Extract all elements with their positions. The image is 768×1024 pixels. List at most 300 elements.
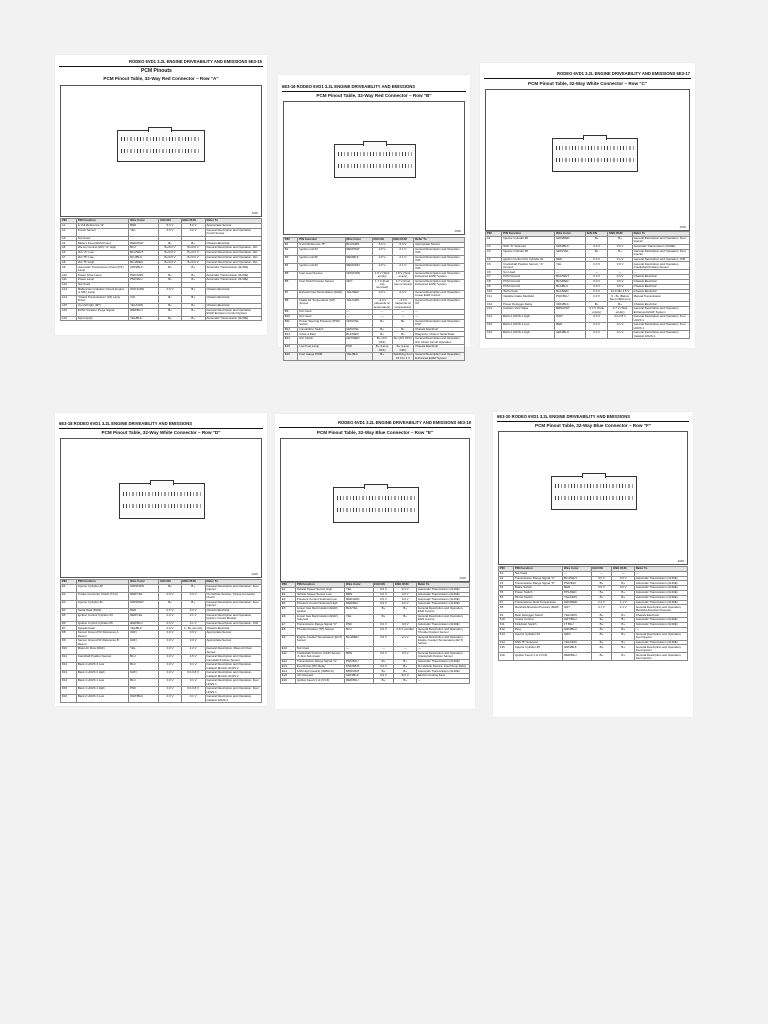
- cell-eng-run: 0.0-0.8 V: [608, 315, 632, 323]
- cell-eng-run: 4.5 V: [181, 655, 205, 663]
- table-row: [486, 307, 690, 315]
- cell-refer-to: Chassis Electrical: [414, 327, 465, 332]
- cell-ign-on: 0.0 V: [372, 247, 392, 255]
- cell-eng-run: 0.0 V: [608, 262, 632, 270]
- table-row: [61, 316, 262, 321]
- cell-function: Linear Gas Recirculation (EGR) Solenoid: [296, 614, 345, 622]
- cell-eng-run: B+/0.0 V: [181, 250, 205, 255]
- table-title: PCM Pinout Table, 32-Way Blue Connector – Row "E": [316, 430, 434, 435]
- cell-pin: B5: [284, 271, 298, 279]
- cell-eng-run: B+: [392, 319, 414, 327]
- cell-wire-color: GRY: [345, 279, 372, 290]
- cell-pin: A16: [61, 308, 77, 316]
- cell-pin: C4: [486, 257, 502, 262]
- cell-function: Cruise Control: [514, 618, 563, 623]
- cell-ign-on: B+: [373, 678, 394, 683]
- cell-eng-run: B+: [392, 332, 414, 337]
- cell-ign-on: 0.0 V: [159, 592, 181, 600]
- cell-wire-color: WHT/GRN: [129, 287, 159, 295]
- cell-pin: E13: [281, 664, 296, 669]
- cell-refer-to: General Description and Operation, Fuel Injector: [635, 653, 688, 661]
- table-row: [61, 287, 262, 295]
- cell-pin: F5: [499, 590, 514, 595]
- cell-ign-on: 0.0 V: [373, 622, 394, 627]
- cell-wire-color: BLU: [129, 663, 159, 671]
- cell-pin: F10: [499, 618, 514, 623]
- cell-refer-to: Chassis Electrical: [205, 287, 261, 295]
- cell-pin: F3: [499, 581, 514, 586]
- cell-wire-color: —: [563, 571, 591, 576]
- cell-function: Ignition Feed (1 of 2 F16): [296, 678, 345, 683]
- cell-refer-to: —: [635, 627, 688, 632]
- cell-eng-run: B+: [612, 640, 635, 645]
- cell-function: Exhaust Gas Recirculation (EGR): [298, 290, 345, 298]
- cell-wire-color: PNK/GRN: [129, 273, 159, 278]
- cell-wire-color: YEL/BLK: [345, 353, 372, 361]
- pcm-connector: [552, 138, 638, 172]
- cell-ign-on: ~3.0 V (depends on temperature): [373, 298, 391, 309]
- cell-wire-color: GRN/ORN: [129, 584, 159, 592]
- table-row: [284, 290, 465, 298]
- cell-pin: D2: [61, 592, 77, 600]
- cell-eng-run: 0.0 V: [181, 592, 205, 600]
- cell-pin: C11: [486, 294, 502, 302]
- table-row: [281, 627, 470, 635]
- cell-refer-to: General Description and Operation, ICM: [414, 255, 465, 263]
- cell-pin: F11: [499, 622, 514, 627]
- table-row: [486, 331, 690, 339]
- cell-function: Not Used: [514, 571, 563, 576]
- cell-eng-run: B+: [612, 590, 635, 595]
- cell-wire-color: YEL: [555, 262, 586, 270]
- cell-function: Torque Converter Clutch (TCC): [77, 592, 129, 600]
- cell-wire-color: RED/BLK: [345, 255, 372, 263]
- pinout-table: [60, 579, 262, 703]
- cell-function: Ignition Control Cylinder #5: [77, 621, 129, 626]
- cell-wire-color: VIO: [129, 295, 159, 303]
- cell-function: EVAP Canister Purge Signal: [77, 308, 129, 316]
- cell-ign-on: 0.0 V: [373, 597, 394, 602]
- cell-wire-color: BLK/YEL: [345, 606, 373, 614]
- cell-refer-to: Automatic Transmission (4L30E): [635, 600, 688, 605]
- cell-function: Injector Cylinder #5: [514, 645, 563, 653]
- cell-function: Camshaft Position Sensor: [77, 655, 129, 663]
- cell-eng-run: 0.1 V: [608, 323, 632, 331]
- cell-pin: F12: [499, 627, 514, 632]
- cell-refer-to: Chassis Electrical: [632, 289, 689, 294]
- table-title: PCM Pinout Table, 32-Way Red Connector – Row "A": [103, 76, 219, 81]
- column-header-eng-run: ENG RUN: [608, 232, 632, 237]
- cell-eng-run: 0.1 V: [392, 255, 414, 263]
- cell-eng-run: 5.0 V: [181, 223, 205, 228]
- figure-id: ####: [251, 572, 258, 576]
- cell-ign-on: 0.0 V: [159, 687, 181, 695]
- cell-eng-run: 0.7 V (Tank empty): [608, 307, 632, 315]
- cell-eng-run: B+: [181, 316, 205, 321]
- cell-function: Bank 2 HO2S 1 High: [502, 315, 555, 323]
- connector-pins-top: [337, 496, 415, 500]
- cell-wire-color: YEL/GRN: [129, 303, 159, 308]
- connector-pins-bottom: [121, 149, 201, 153]
- cell-wire-color: ORN/BLK: [555, 302, 586, 307]
- cell-refer-to: General Description and Operation, IAC: [205, 255, 261, 260]
- cell-eng-run: 0.0 V: [394, 602, 417, 607]
- connector-latch: [582, 473, 606, 478]
- cell-eng-run: 0.1 V: [181, 695, 205, 703]
- cell-refer-to: General Description, Mass Air Flow Sensor: [205, 647, 261, 655]
- cell-function: Automatic Transmission Fluid (ATF) Lamp: [77, 265, 129, 273]
- cell-pin: D3: [61, 600, 77, 608]
- running-header: RODEO 6VD1 3.2L ENGINE DRIVEABILITY AND EMISSIONS 6E3-15: [128, 59, 262, 64]
- cell-wire-color: PNK/BLU: [555, 294, 586, 302]
- manual-page-row-a: [55, 55, 267, 335]
- table-row: [284, 298, 465, 309]
- cell-ign-on: —: [373, 646, 394, 651]
- cell-ign-on: B+: [159, 265, 181, 273]
- cell-wire-color: YEL: [345, 614, 373, 622]
- cell-refer-to: Automatic Transmission (4L30E): [417, 622, 470, 627]
- cell-refer-to: Automatic Transmission (4L30E): [635, 618, 688, 623]
- cell-refer-to: General Description and Operation, Engine Coolant Temperature (ECT) Sensor: [417, 635, 470, 646]
- pcm-connector: [551, 476, 637, 510]
- cell-ign-on: —: [591, 571, 612, 576]
- cell-ign-on: B+: [585, 302, 607, 307]
- cell-refer-to: Chassis Electrical: [635, 613, 688, 618]
- cell-pin: F4: [499, 586, 514, 591]
- cell-eng-run: B+: [612, 613, 635, 618]
- cell-function: Intake Air Temperature (IAT) Sensor: [298, 298, 345, 309]
- cell-function: Transmission Range Signal "C": [514, 576, 563, 581]
- cell-function: Ignition Control Cylinder #3: [77, 613, 129, 621]
- cell-pin: D1: [61, 584, 77, 592]
- cell-wire-color: RED/BLU: [129, 621, 159, 626]
- cell-wire-color: YEL/RED: [345, 290, 372, 298]
- cell-pin: B16: [284, 353, 298, 361]
- cell-eng-run: 0.0 V: [394, 651, 417, 659]
- cell-pin: E8: [281, 627, 296, 635]
- cell-ign-on: B+: [585, 236, 607, 244]
- cell-wire-color: BLK/RED: [555, 289, 586, 294]
- cell-ign-on: B+: [591, 653, 612, 661]
- cell-function: Bank 1 HO2S 1 High: [77, 687, 129, 695]
- cell-pin: C16: [486, 331, 502, 339]
- cell-eng-run: —: [612, 571, 635, 576]
- cell-function: Ignition coil #2: [298, 263, 345, 271]
- cell-function: Injector Cylinder #6: [502, 236, 555, 244]
- cell-refer-to: Automatic Transmission (4L30E): [635, 590, 688, 595]
- cell-ign-on: B+: [159, 584, 181, 592]
- column-header-refer-to: Refer To: [205, 219, 261, 224]
- cell-eng-run: 0.0 V: [181, 228, 205, 236]
- table-title: PCM Pinout Table, 32-Way White Connector – Row "D": [101, 430, 221, 435]
- cell-wire-color: GRY/RED: [345, 337, 372, 345]
- cell-wire-color: PNK: [345, 622, 373, 627]
- connector-latch: [148, 127, 172, 132]
- cell-wire-color: GRN/RED: [563, 600, 591, 605]
- cell-pin: D15: [61, 687, 77, 695]
- column-header-function: PIN Function: [296, 583, 345, 588]
- table-row: [284, 247, 465, 255]
- cell-pin: A9: [61, 265, 77, 273]
- cell-wire-color: RED: [563, 586, 591, 591]
- cell-ign-on: B+: [159, 273, 181, 278]
- cell-ign-on: 0.0 V: [373, 627, 394, 635]
- cell-wire-color: LT BLU: [563, 622, 591, 627]
- cell-ign-on: 0.0 V: [159, 647, 181, 655]
- cell-function: PCM Ground: [502, 284, 555, 289]
- cell-eng-run: B+: [612, 581, 635, 586]
- connector-diagram: [283, 101, 465, 235]
- running-header: 6E3-18 RODEO 6VD1 3.2L ENGINE DRIVEABILITY AND EMISSIONS: [59, 421, 193, 426]
- cell-refer-to: General Description and Operation, Crankshaft Position Sensor: [417, 651, 470, 659]
- cell-eng-run: 0.0 V: [181, 608, 205, 613]
- table-row: [61, 679, 262, 687]
- cell-refer-to: Automatic Transmission (4L30E): [417, 597, 470, 602]
- column-header-ign-on: IGN ON: [372, 238, 392, 243]
- cell-eng-run: —: [392, 310, 414, 315]
- cell-ign-on: —: [372, 310, 392, 315]
- cell-function: Malfunction Indicator (Check Engine or MIL) Lamp: [77, 287, 129, 295]
- cell-eng-run: 0.0 V: [392, 290, 414, 298]
- cell-function: Ring: [514, 627, 563, 632]
- header-rule: [59, 66, 263, 67]
- cell-eng-run: 1.1 V: [612, 600, 635, 605]
- cell-pin: C5: [486, 262, 502, 270]
- cell-eng-run: B+/0.0 V: [181, 255, 205, 260]
- cell-pin: E14: [281, 669, 296, 674]
- cell-eng-run: B+: [394, 614, 417, 622]
- cell-ign-on: B+: [159, 241, 181, 246]
- cell-refer-to: Automatic Transmission (4L30E): [205, 265, 261, 273]
- cell-function: Sensor Ground 5V Reference B Return: [77, 639, 129, 647]
- cell-function: Injector Cylinder #3: [514, 632, 563, 640]
- cell-function: Serial Data (8192): [77, 608, 129, 613]
- cell-refer-to: —: [635, 571, 688, 576]
- cell-ign-on: 0.0 V: [159, 695, 181, 703]
- connector-diagram: [498, 431, 688, 565]
- connector-pins-bottom: [556, 158, 634, 162]
- table-row: [61, 584, 262, 592]
- cell-eng-run: B+: [181, 295, 205, 303]
- cell-function: Injector Cylinder #6: [502, 249, 555, 257]
- table-title: PCM Pinout Table, 32-Way Red Connector – Row "B": [316, 93, 432, 98]
- cell-wire-color: BLU: [129, 655, 159, 663]
- cell-function: Bank 1 HO2S 2 Low: [77, 663, 129, 671]
- cell-refer-to: General Description and Operation, IAT: [414, 298, 465, 309]
- cell-ign-on: 0.0 V: [585, 279, 607, 284]
- cell-refer-to: General Description and Operation, Ignition Control Module: [205, 613, 261, 621]
- cell-function: Ignition Control (IC) Cylinder #1: [502, 257, 555, 262]
- cell-refer-to: General Description and Operation, Enhanced EVAP System: [414, 279, 465, 290]
- cell-refer-to: General Description and Operation, ICM: [632, 257, 689, 262]
- cell-wire-color: RED: [555, 257, 586, 262]
- cell-pin: B1: [284, 242, 298, 247]
- cell-refer-to: General Description and Operation, Linear EGR Control: [414, 290, 465, 298]
- cell-function: Transmission Range Signal "A": [296, 659, 345, 664]
- cell-eng-run: —: [608, 270, 632, 275]
- cell-pin: A14: [61, 295, 77, 303]
- column-header-pin: PIN: [284, 238, 298, 243]
- cell-refer-to: General Description and Operation, IAC: [205, 260, 261, 265]
- cell-pin: A1: [61, 223, 77, 228]
- cell-eng-run: 0.0 V: [612, 586, 635, 591]
- cell-ign-on: B+: [159, 600, 181, 608]
- cell-wire-color: —: [345, 314, 372, 319]
- cell-function: Immobilizer Switch: [298, 327, 345, 332]
- cell-pin: D7: [61, 626, 77, 631]
- cell-ign-on: 0.0 V: [159, 621, 181, 626]
- cell-pin: B11: [284, 319, 298, 327]
- table-row: [284, 345, 465, 353]
- table-row: [281, 678, 470, 683]
- connector-diagram: [280, 438, 470, 582]
- cell-refer-to: General Description and Operation, ICM: [414, 263, 465, 271]
- cell-function: Fuel Pump (FP) Relay: [296, 664, 345, 669]
- pcm-connector: [333, 487, 419, 523]
- column-header-function: PIN Function: [77, 219, 129, 224]
- cell-function: Crankshaft Position Sensor, "A" Ground: [502, 262, 555, 270]
- cell-wire-color: BLK/WHT: [555, 275, 586, 280]
- cell-eng-run: 0.0 V: [181, 631, 205, 639]
- column-header-pin: PIN: [281, 583, 296, 588]
- cell-function: Not Used: [296, 646, 345, 651]
- table-row: [61, 671, 262, 679]
- cell-function: Rear Defogger Switch: [514, 613, 563, 618]
- cell-pin: A8: [61, 260, 77, 265]
- cell-ign-on: 0.0 V: [159, 287, 181, 295]
- table-row: [61, 600, 262, 608]
- column-header-refer-to: Refer To: [414, 238, 465, 243]
- cell-function: Bank 1 HO2S 1 Low: [77, 679, 129, 687]
- cell-ign-on: B+: [372, 319, 392, 327]
- connector-latch: [364, 484, 388, 489]
- cell-function: Sport Apply: [77, 316, 129, 321]
- cell-eng-run: 0.1 V: [181, 613, 205, 621]
- cell-refer-to: General Description and Operation, Enhanced EVAP System: [632, 307, 689, 315]
- cell-ign-on: B+: [591, 595, 612, 600]
- cell-eng-run: 12.0 idle 4.5 V: [608, 289, 632, 294]
- cell-refer-to: Chassis Electrical: [205, 303, 261, 308]
- cell-eng-run: B+: [181, 600, 205, 608]
- cell-pin: B10: [284, 314, 298, 319]
- cell-wire-color: GRN: [129, 631, 159, 639]
- cell-wire-color: BLK/RED: [345, 332, 372, 337]
- cell-pin: F15: [499, 645, 514, 653]
- cell-eng-run: 0.0 V: [608, 284, 632, 289]
- cell-pin: C3: [486, 249, 502, 257]
- cell-pin: B12: [284, 327, 298, 332]
- table-row: [281, 614, 470, 622]
- cell-refer-to: Automatic Transmission (4L30E): [205, 316, 261, 321]
- cell-pin: D9: [61, 639, 77, 647]
- cell-ign-on: 0.0 V: [373, 602, 394, 607]
- cell-refer-to: General Description and Operation, Camshaft Position Sensor: [205, 655, 261, 663]
- cell-function: Winter Switch: [514, 595, 563, 600]
- pinout-table: [485, 231, 690, 339]
- cell-function: Knock Sensor: [77, 228, 129, 236]
- cell-refer-to: General Description and Operation, Knock Sensor: [205, 228, 261, 236]
- column-header-ign-on: IGN ON: [159, 580, 181, 585]
- cell-ign-on: B+: [373, 614, 394, 622]
- cell-wire-color: YEL/BLK: [129, 316, 159, 321]
- table-row: [284, 255, 465, 263]
- cell-refer-to: General Description and Operation, Fuel HO2S 1: [632, 315, 689, 323]
- cell-wire-color: YEL/BLK: [129, 626, 159, 631]
- connector-pins-top: [121, 137, 201, 141]
- cell-refer-to: Automatic Transmission (4L30E): [205, 278, 261, 283]
- cell-wire-color: GRN/YEL: [345, 319, 372, 327]
- cell-pin: E6: [281, 614, 296, 622]
- cell-refer-to: Automatic Transmission (4L30E): [635, 595, 688, 600]
- cell-eng-run: B+: [181, 278, 205, 283]
- table-row: [61, 687, 262, 695]
- cell-function: Manifold Absolute Pressure (MAP): [514, 605, 563, 613]
- cell-function: A/C Request: [296, 674, 345, 679]
- cell-function: Linear Gas Recirculation (EGR) Ignition: [296, 606, 345, 614]
- cell-wire-color: PNK/BLU: [345, 659, 373, 664]
- table-row: [284, 271, 465, 279]
- table-row: [61, 663, 262, 671]
- table-row: [61, 655, 262, 663]
- connector-diagram: [60, 85, 262, 217]
- cell-ign-on: 5.0 V: [372, 242, 392, 247]
- cell-eng-run: 0.0 V: [394, 592, 417, 597]
- cell-wire-color: YEL/GRN: [563, 595, 591, 600]
- cell-wire-color: BRN/WHT: [345, 669, 373, 674]
- table-row: [281, 651, 470, 659]
- column-header-refer-to: Refer To: [632, 232, 689, 237]
- table-row: [499, 645, 688, 653]
- cell-ign-on: B+: [372, 327, 392, 332]
- cell-ign-on: 0.0 V: [373, 664, 394, 669]
- cell-eng-run: B+: [394, 606, 417, 614]
- cell-refer-to: General Description and Operation, ICM: [205, 621, 261, 626]
- cell-ign-on: B+: [159, 303, 181, 308]
- cell-pin: E11: [281, 651, 296, 659]
- cell-wire-color: —: [555, 270, 586, 275]
- cell-eng-run: B+: [608, 249, 632, 257]
- cell-wire-color: GRN: [129, 639, 159, 647]
- cell-wire-color: RED/GRN: [345, 597, 373, 602]
- cell-eng-run: B+: [394, 669, 417, 674]
- cell-eng-run: 4.2 V: [181, 647, 205, 655]
- table-row: [61, 265, 262, 273]
- cell-wire-color: BLK/BLU: [555, 284, 586, 289]
- cell-eng-run: B+: [181, 308, 205, 316]
- cell-refer-to: Appropriate Sensor: [414, 242, 465, 247]
- cell-ign-on: B+: [372, 332, 392, 337]
- cell-ign-on: 0.0 V: [159, 639, 181, 647]
- column-header-ign-on: IGN ON: [159, 219, 181, 224]
- cell-pin: E9: [281, 635, 296, 646]
- cell-pin: C1: [486, 236, 502, 244]
- cell-function: Class 2 Data: [298, 332, 345, 337]
- cell-ign-on: 4.7 V: [591, 605, 612, 613]
- column-header-refer-to: Refer To: [635, 567, 688, 572]
- cell-function: Throttle Position (TP) Sensor: [296, 627, 345, 635]
- cell-pin: E12: [281, 659, 296, 664]
- table-row: [61, 647, 262, 655]
- cell-refer-to: Chassis Electrical: [205, 241, 261, 246]
- cell-function: Ignition coil #4: [298, 247, 345, 255]
- cell-eng-run: B+: [394, 678, 417, 683]
- cell-wire-color: BLU/RED: [345, 635, 373, 646]
- cell-pin: A4: [61, 241, 77, 246]
- cell-ign-on: B+: [372, 353, 392, 361]
- cell-ign-on: B+ (A/C OFF): [372, 337, 392, 345]
- cell-ign-on: 0.0 V: [373, 651, 394, 659]
- cell-ign-on: B+ (Lamp OFF): [372, 345, 392, 353]
